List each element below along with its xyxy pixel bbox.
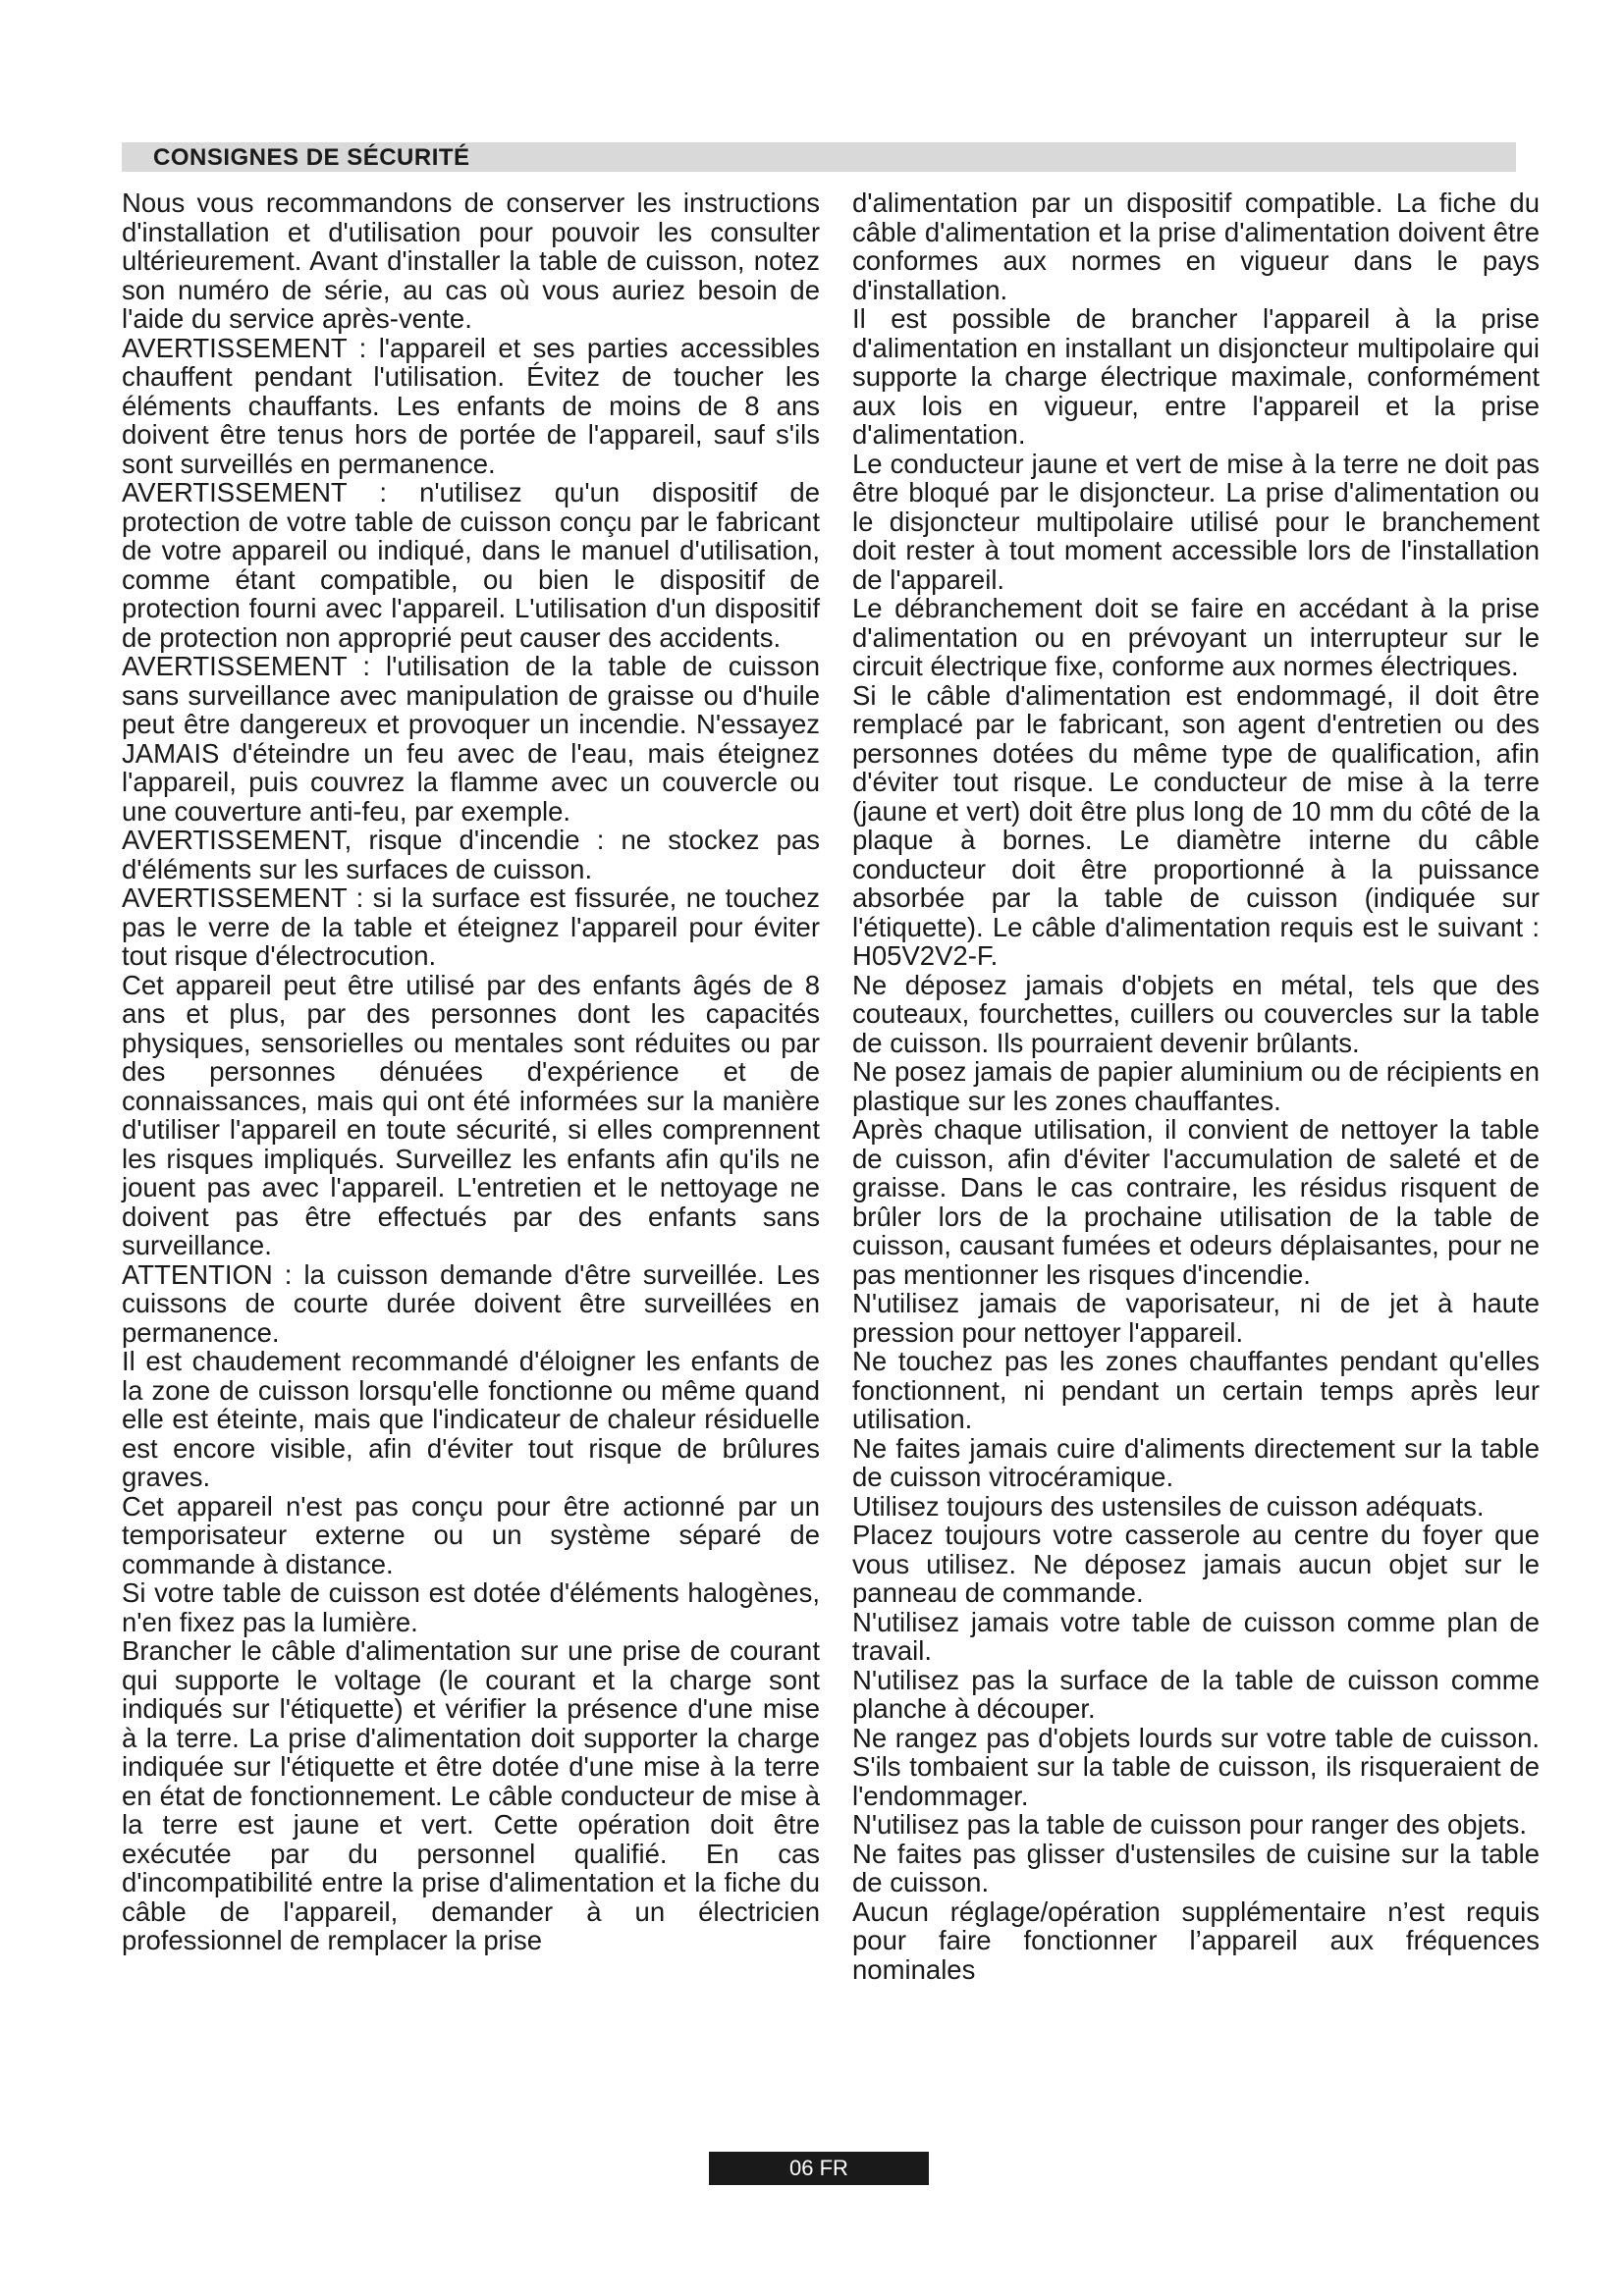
section-title: CONSIGNES DE SÉCURITÉ [153, 144, 470, 171]
paragraph: Ne déposez jamais d'objets en métal, tels que des couteaux, fourchettes, cuillers ou couvercles sur la table de cuisson. Ils pourraient devenir brûlants. [852, 969, 1540, 1058]
paragraph: Cet appareil n'est pas conçu pour être actionné par un temporisateur externe ou un système séparé de commande à distance. [122, 1490, 820, 1579]
page-number: 06 FR [789, 2156, 848, 2180]
paragraph: N'utilisez pas la table de cuisson pour ranger des objets. [852, 1809, 1528, 1840]
paragraph: Cet appareil peut être utilisé par des enfants âgés de 8 ans et plus, par des personnes dont les capacités physiques, sensorielles ou mentales sont réduites ou par des personnes dénuées d'expérience et de connaissances, mais qui ont été informées sur la manière d'utiliser l'appareil en toute sécurité, si elles comprennent les risques impliqués. Surveillez les enfants afin qu'ils ne jouent pas avec l'appareil. L'entretien et le nettoyage ne doivent pas être effectués par des enfants sans surveillance. [122, 969, 820, 1260]
paragraph: Si votre table de cuisson est dotée d'éléments halogènes, n'en fixez pas la lumière. [122, 1577, 820, 1637]
paragraph: Le conducteur jaune et vert de mise à la terre ne doit pas être bloqué par le disjoncteur. La prise d'alimentation ou le disjoncteur multipolaire utilisé pour le branchement doit rester à tout moment accessible lors de l'installation de l'appareil. [852, 448, 1540, 595]
paragraph: Nous vous recommandons de conserver les instructions d'installation et d'utilisation pour pouvoir les consulter ultérieurement. Avant d'installer la table de cuisson, notez son numéro de série, au cas où vous auriez besoin de l'aide du service après-vente. [122, 187, 820, 334]
section-header-bar [122, 142, 1516, 172]
paragraph: AVERTISSEMENT : l'appareil et ses parties accessibles chauffent pendant l'utilisation. Évitez de toucher les éléments chauffants. Les enfants de moins de 8 ans doivent être tenus hors de portée de l'appareil, sauf s'ils sont surveillés en permanence. [122, 332, 820, 479]
paragraph: Aucun réglage/opération supplémentaire n’est requis pour faire fonctionner l’appareil aux fréquences nominales [852, 1896, 1540, 1985]
page-number-badge [709, 2152, 929, 2185]
paragraph: Si le câble d'alimentation est endommagé, il doit être remplacé par le fabricant, son agent d'entretien ou des personnes dotées du même type de qualification, afin d'éviter tout risque. Le conducteur de mise à la terre (jaune et vert) doit être plus long de 10 mm du côté de la plaque à bornes. Le diamètre interne du câble conducteur doit être proportionné à la puissance absorbée par la table de cuisson (indiquée sur l'étiquette). Le câble d'alimentation requis est le suivant : H05V2V2-F. [852, 679, 1540, 971]
left-column [122, 188, 820, 1955]
paragraph: Après chaque utilisation, il convient de nettoyer la table de cuisson, afin d'éviter l'accumulation de saleté et de graisse. Dans le cas contraire, les résidus risquent de brûler lors de la prochaine utilisation de la table de cuisson, causant fumées et odeurs déplaisantes, pour ne pas mentionner les risques d'incendie. [852, 1114, 1540, 1290]
paragraph: Brancher le câble d'alimentation sur une prise de courant qui supporte le voltage (le courant et la charge sont indiqués sur l'étiquette) et vérifier la présence d'une mise à la terre. La prise d'alimentation doit supporter la charge indiquée sur l'étiquette et être dotée d'une mise à la terre en état de fonctionnement. Le câble conducteur de mise à la terre est jaune et vert. Cette opération doit être exécutée par du personnel qualifié. En cas d'incompatibilité entre la prise d'alimentation et la fiche du câble de l'appareil, demander à un électricien professionnel de remplacer la prise [122, 1635, 820, 1955]
paragraph: Il est possible de brancher l'appareil à la prise d'alimentation en installant un disjoncteur multipolaire qui supporte la charge électrique maximale, conformément aux lois en vigueur, entre l'appareil et la prise d'alimentation. [852, 303, 1540, 450]
paragraph: AVERTISSEMENT, risque d'incendie : ne stockez pas d'éléments sur les surfaces de cuisson. [122, 825, 820, 884]
paragraph: Ne rangez pas d'objets lourds sur votre table de cuisson. S'ils tombaient sur la table de cuisson, ils risqueraient de l'endommager. [852, 1722, 1540, 1811]
paragraph: d'alimentation par un dispositif compatible. La fiche du câble d'alimentation et la prise d'alimentation doivent être conformes aux normes en vigueur dans le pays d'installation. [852, 187, 1540, 305]
paragraph: N'utilisez pas la surface de la table de cuisson comme planche à découper. [852, 1664, 1540, 1724]
paragraph: Le débranchement doit se faire en accédant à la prise d'alimentation ou en prévoyant un interrupteur sur le circuit électrique fixe, conforme aux normes électriques. [852, 593, 1540, 681]
paragraph: Ne posez jamais de papier aluminium ou de récipients en plastique sur les zones chauffantes. [852, 1056, 1540, 1116]
paragraph: N'utilisez jamais votre table de cuisson comme plan de travail. [852, 1606, 1540, 1666]
paragraph: AVERTISSEMENT : l'utilisation de la table de cuisson sans surveillance avec manipulation de graisse ou d'huile peut être dangereux et provoquer un incendie. N'essayez JAMAIS d'éteindre un feu avec de l'eau, mais éteignez l'appareil, puis couvrez la flamme avec un couvercle ou une couverture anti-feu, par exemple. [122, 651, 820, 827]
paragraph: Ne touchez pas les zones chauffantes pendant qu'elles fonctionnent, ni pendant un certain temps après leur utilisation. [852, 1346, 1540, 1434]
right-column [852, 188, 1540, 1984]
paragraph: Placez toujours votre casserole au centre du foyer que vous utilisez. Ne déposez jamais aucun objet sur le panneau de commande. [852, 1520, 1540, 1608]
paragraph: Ne faites jamais cuire d'aliments directement sur la table de cuisson vitrocéramique. [852, 1432, 1540, 1492]
paragraph: AVERTISSEMENT : si la surface est fissurée, ne touchez pas le verre de la table et éteignez l'appareil pour éviter tout risque d'électrocution. [122, 882, 820, 971]
paragraph: Ne faites pas glisser d'ustensiles de cuisine sur la table de cuisson. [852, 1838, 1540, 1897]
paragraph: ATTENTION : la cuisson demande d'être surveillée. Les cuissons de courte durée doivent être surveillées en permanence. [122, 1258, 820, 1348]
paragraph: Utilisez toujours des ustensiles de cuisson adéquats. [852, 1490, 1485, 1522]
paragraph: AVERTISSEMENT : n'utilisez qu'un dispositif de protection de votre table de cuisson conçu par le fabricant de votre appareil ou indiqué, dans le manuel d'utilisation, comme étant compatible, ou bien le dispositif de protection fourni avec l'appareil. L'utilisation d'un dispositif de protection non approprié peut causer des accidents. [122, 477, 820, 653]
paragraph: N'utilisez jamais de vaporisateur, ni de jet à haute pression pour nettoyer l'appareil. [852, 1288, 1540, 1348]
paragraph: Il est chaudement recommandé d'éloigner les enfants de la zone de cuisson lorsqu'elle fonctionne ou même quand elle est éteinte, mais que l'indicateur de chaleur résiduelle est encore visible, afin d'éviter tout risque de brûlures graves. [122, 1346, 820, 1492]
